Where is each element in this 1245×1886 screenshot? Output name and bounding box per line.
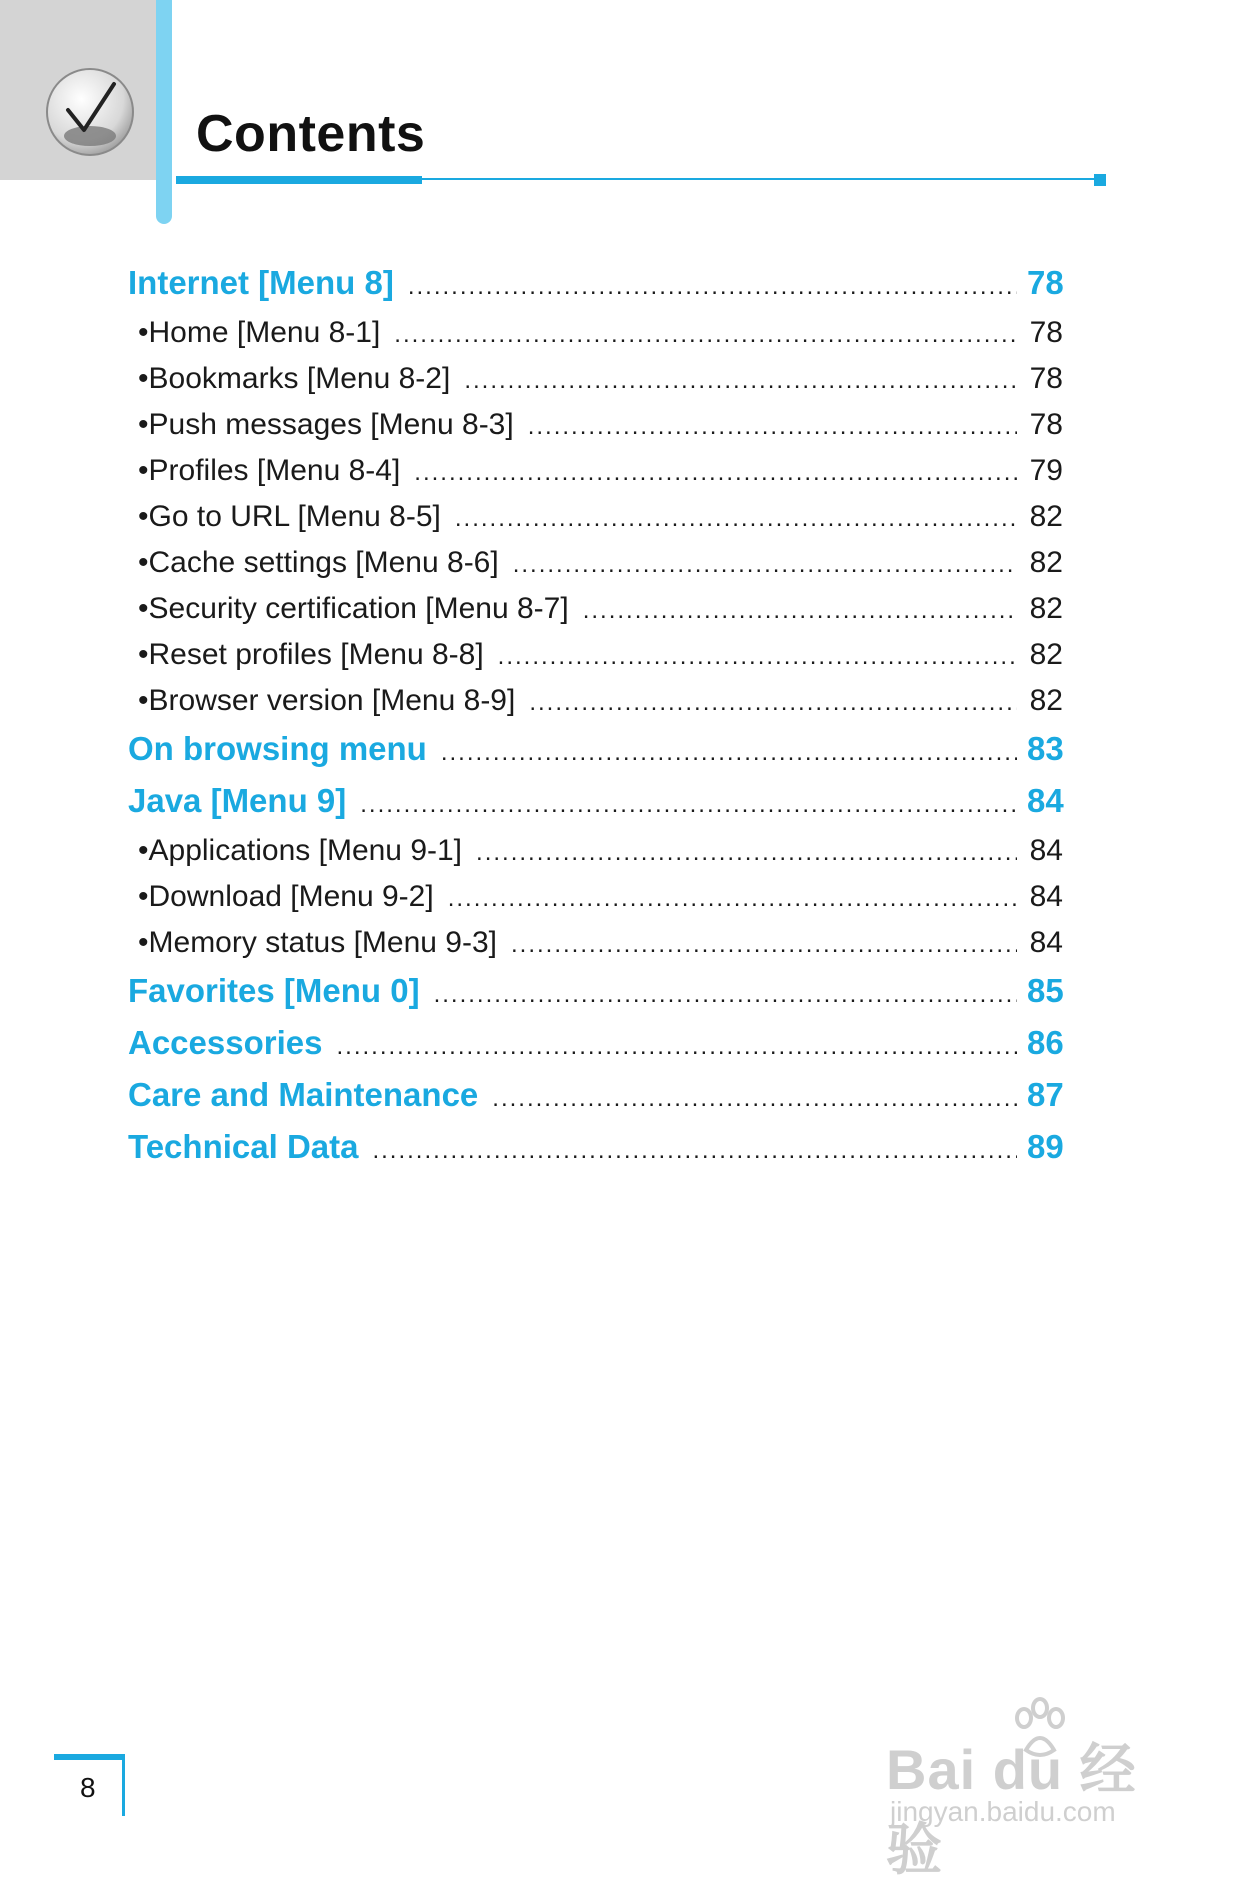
toc-entry-label: Download [Menu 9-2] xyxy=(148,880,434,913)
dot-leader xyxy=(492,1085,1017,1113)
toc-sub-entry xyxy=(128,880,1063,926)
dot-leader xyxy=(441,739,1017,767)
toc-entry-page: 85 xyxy=(1027,972,1064,1009)
toc-entry-label: Go to URL [Menu 8-5] xyxy=(148,500,441,533)
toc-entry-page: 82 xyxy=(1029,592,1063,625)
toc-entry-label: Memory status [Menu 9-3] xyxy=(148,926,497,959)
toc-sub-entry xyxy=(128,592,1063,638)
dot-leader xyxy=(513,551,1017,579)
dot-leader xyxy=(528,413,1017,441)
toc-entry-label: Applications [Menu 9-1] xyxy=(148,834,463,867)
toc-entry-label: Security certification [Menu 8-7] xyxy=(148,592,569,625)
page-title: Contents xyxy=(196,105,426,163)
toc-sub-entry xyxy=(128,408,1063,454)
bullet-icon: • xyxy=(138,638,149,671)
toc-entry-page: 86 xyxy=(1027,1024,1064,1061)
toc-entry-page: 87 xyxy=(1027,1076,1064,1113)
checkmark-icon xyxy=(44,66,136,158)
toc-entry-label: Profiles [Menu 8-4] xyxy=(148,454,401,487)
bullet-icon: • xyxy=(138,500,149,533)
title-underline-thin xyxy=(420,178,1096,180)
bullet-icon: • xyxy=(138,684,149,717)
toc-section-entry xyxy=(128,730,1063,782)
dot-leader xyxy=(583,597,1017,625)
bullet-icon: • xyxy=(138,408,149,441)
dot-leader xyxy=(448,885,1017,913)
toc-section-entry xyxy=(128,972,1063,1024)
dot-leader xyxy=(434,981,1017,1009)
toc-entry-page: 82 xyxy=(1029,500,1063,533)
dot-leader xyxy=(372,1137,1017,1165)
dot-leader xyxy=(336,1033,1017,1061)
toc-entry-label: Favorites [Menu 0] xyxy=(128,972,420,1009)
toc-sub-entry xyxy=(128,500,1063,546)
toc-section-entry xyxy=(128,1076,1063,1128)
bullet-icon: • xyxy=(138,926,149,959)
dot-leader xyxy=(455,505,1017,533)
dot-leader xyxy=(414,459,1017,487)
dot-leader xyxy=(476,839,1017,867)
corner-accent-bar xyxy=(156,0,172,224)
toc-entry-label: Push messages [Menu 8-3] xyxy=(148,408,514,441)
toc-entry-page: 84 xyxy=(1029,834,1063,867)
toc-entry-label: Bookmarks [Menu 8-2] xyxy=(148,362,451,395)
toc-section-entry xyxy=(128,264,1063,316)
toc-entry-label: Internet [Menu 8] xyxy=(128,264,394,301)
dot-leader xyxy=(464,367,1017,395)
toc-entry-page: 84 xyxy=(1027,782,1064,819)
toc-entry-page: 78 xyxy=(1029,362,1063,395)
bullet-icon: • xyxy=(138,454,149,487)
toc-entry-label: Browser version [Menu 8-9] xyxy=(148,684,516,717)
toc-sub-entry xyxy=(128,638,1063,684)
toc-sub-entry xyxy=(128,454,1063,500)
toc-section-entry xyxy=(128,1024,1063,1076)
toc-entry-page: 84 xyxy=(1029,880,1063,913)
bullet-icon: • xyxy=(138,316,149,349)
page-number: 8 xyxy=(80,1772,96,1803)
toc-entry-label: Java [Menu 9] xyxy=(128,782,347,819)
toc-entry-page: 82 xyxy=(1029,546,1063,579)
toc-entry-label: Reset profiles [Menu 8-8] xyxy=(148,638,484,671)
bullet-icon: • xyxy=(138,546,149,579)
toc-entry-page: 82 xyxy=(1029,684,1063,717)
watermark-url: jingyan.baidu.com xyxy=(890,1796,1116,1827)
toc-entry-label: Technical Data xyxy=(128,1128,359,1165)
toc-sub-entry xyxy=(128,546,1063,592)
bullet-icon: • xyxy=(138,362,149,395)
watermark-main-text: Bai du 经验 xyxy=(886,1738,1137,1881)
bullet-icon: • xyxy=(138,834,149,867)
toc-sub-entry xyxy=(128,834,1063,880)
toc-entry-page: 78 xyxy=(1029,408,1063,441)
toc-section-entry xyxy=(128,782,1063,834)
toc-entry-label: Home [Menu 8-1] xyxy=(148,316,381,349)
toc-entry-page: 83 xyxy=(1027,730,1064,767)
toc-sub-entry xyxy=(128,362,1063,408)
toc-entry-page: 89 xyxy=(1027,1128,1064,1165)
toc-entry-page: 79 xyxy=(1029,454,1063,487)
dot-leader xyxy=(394,321,1017,349)
dot-leader xyxy=(408,273,1017,301)
toc-entry-label: Cache settings [Menu 8-6] xyxy=(148,546,499,579)
toc-sub-entry xyxy=(128,926,1063,972)
toc-entry-page: 82 xyxy=(1029,638,1063,671)
table-of-contents xyxy=(128,264,1063,1180)
bullet-icon: • xyxy=(138,592,149,625)
dot-leader xyxy=(529,689,1017,717)
toc-entry-page: 78 xyxy=(1029,316,1063,349)
title-underline-thick xyxy=(176,176,422,184)
toc-section-entry xyxy=(128,1128,1063,1180)
toc-entry-label: On browsing menu xyxy=(128,730,427,767)
dot-leader xyxy=(511,931,1017,959)
toc-entry-label: Accessories xyxy=(128,1024,323,1061)
toc-entry-page: 84 xyxy=(1029,926,1063,959)
dot-leader xyxy=(498,643,1017,671)
baidu-watermark xyxy=(886,1696,1176,1881)
bullet-icon: • xyxy=(138,880,149,913)
toc-sub-entry xyxy=(128,316,1063,362)
toc-entry-label: Care and Maintenance xyxy=(128,1076,479,1113)
toc-entry-page: 78 xyxy=(1027,264,1064,301)
dot-leader xyxy=(360,791,1017,819)
title-underline-end-square xyxy=(1094,174,1106,186)
toc-sub-entry xyxy=(128,684,1063,730)
